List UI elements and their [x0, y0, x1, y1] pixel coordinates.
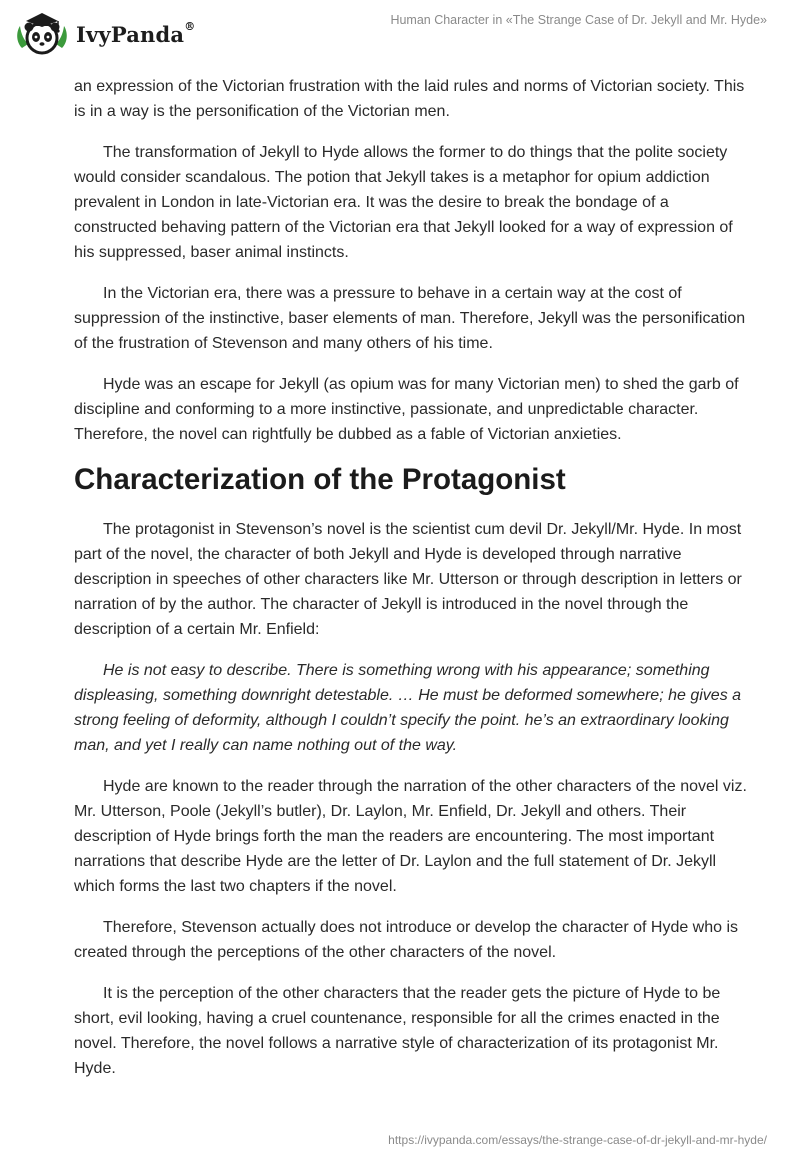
registered-mark: ® [184, 19, 196, 33]
document-title: Human Character in «The Strange Case of Dr. Jekyll and Mr. Hyde» [390, 13, 767, 27]
paragraph: Hyde was an escape for Jekyll (as opium was for many Victorian men) to shed the garb of discipline and conforming to a more instinctive, passionate, and unpredictable character. Therefore, the novel can rightfully be dubbed as a fable of Victorian anxieties. [74, 376, 739, 443]
source-url[interactable]: https://ivypanda.com/essays/the-strange-case-of-dr-jekyll-and-mr-hyde/ [388, 1133, 767, 1147]
block-quote: He is not easy to describe. There is something wrong with his appearance; something displeasing, something downright detestable. … He must be deformed somewhere; he gives a strong feeling of deformity, although I couldn’t specify the point. he’s an extraordinary looking man, and yet I really can name nothing out of the way. [74, 662, 742, 754]
brand-name: IvyPanda® [76, 19, 196, 47]
paragraph: The transformation of Jekyll to Hyde allows the former to do things that the polite society would consider scandalous. The potion that Jekyll takes is a metaphor for opium addiction prevalent in London in late-Victorian era. It was the desire to break the bondage of a constructed behaving pattern of the Victorian era that Jekyll looked for a way of expression of his suppressed, baser animal instincts. [74, 144, 733, 261]
essay-body [74, 74, 754, 1097]
paragraph: Therefore, Stevenson actually does not introduce or develop the character of Hyde who is created through the perceptions of the other characters of the novel. [74, 919, 739, 961]
paragraph: The protagonist in Stevenson’s novel is the scientist cum devil Dr. Jekyll/Mr. Hyde. In most part of the novel, the character of both Jekyll and Hyde is developed through narrative description in speeches of other characters like Mr. Utterson or through description in letters or narration of by the author. The character of Jekyll is introduced in the novel through the description of a certain Mr. Enfield: [74, 521, 742, 638]
paragraph: In the Victorian era, there was a pressure to behave in a certain way at the cost of suppression of the instinctive, baser elements of man. Therefore, Jekyll was the personification of the frustration of Stevenson and many others of his time. [74, 285, 746, 352]
section-heading: Characterization of the Protagonist [74, 463, 566, 496]
panda-graduation-cap-icon [14, 8, 70, 60]
paragraph: an expression of the Victorian frustration with the laid rules and norms of Victorian society. This is in a way is the personification of the Victorian men. [74, 78, 745, 120]
ivypanda-logo[interactable] [14, 8, 195, 60]
page-header [0, 0, 800, 70]
paragraph: It is the perception of the other characters that the reader gets the picture of Hyde to be short, evil looking, having a cruel countenance, responsible for all the crimes enacted in the novel. Therefore, the novel follows a narrative style of characterization of its protagonist Mr. Hyde. [74, 985, 721, 1077]
paragraph: Hyde are known to the reader through the narration of the other characters of the novel viz. Mr. Utterson, Poole (Jekyll’s butler), Dr. Laylon, Mr. Enfield, Dr. Jekyll and others. Their description of Hyde brings forth the man the readers are encountering. The most important narrations that describe Hyde are the letter of Dr. Laylon and the full statement of Dr. Jekyll which forms the last two chapters if the novel. [74, 778, 747, 895]
